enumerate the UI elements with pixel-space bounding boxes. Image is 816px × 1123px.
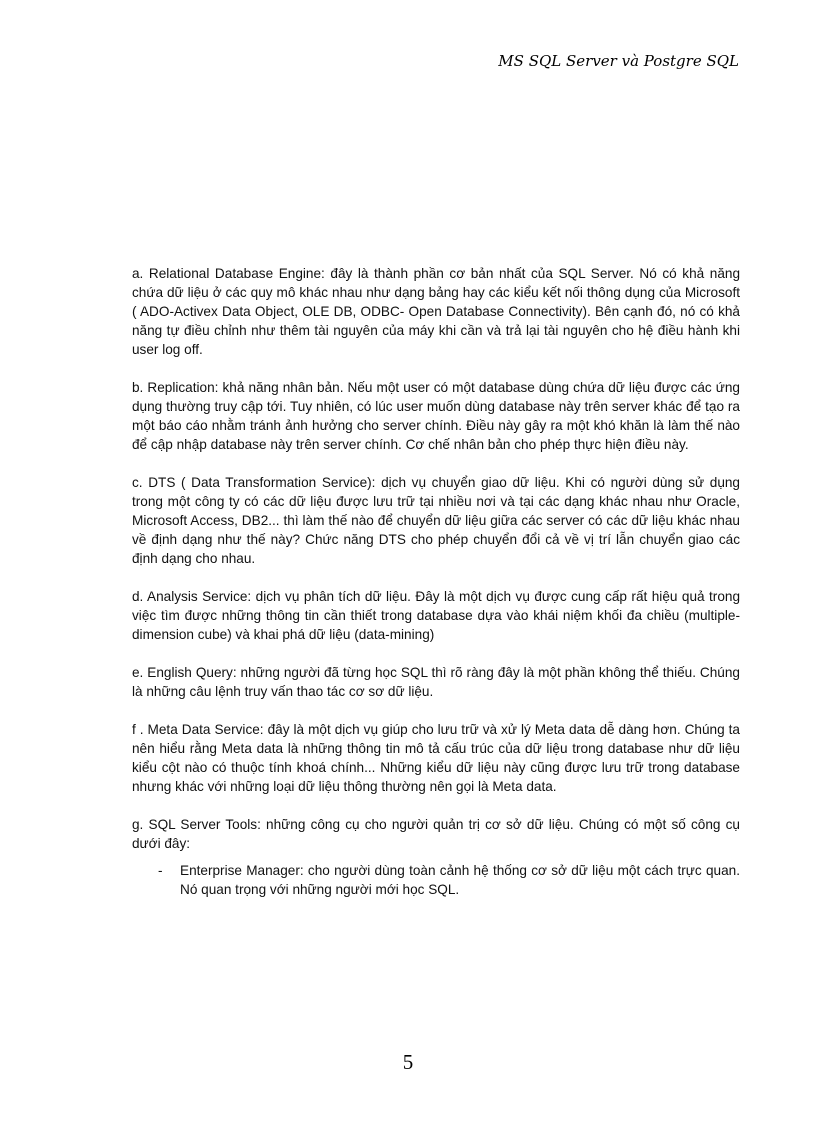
paragraph-meta-data-service: f . Meta Data Service: đây là một dịch vụ giúp cho lưu trữ và xử lý Meta data dễ dàng hơn. Chúng ta nên hiểu rằng Meta data là những thông tin mô tả cấu trúc của dữ liệu trong database như dữ liệu kiểu cột nào có thuộc tính khoá chính... Những kiểu dữ liệu này cũng được lưu trữ trong database nhưng khác với những loại dữ liệu thông thường nên gọi là Meta data.: [132, 722, 740, 794]
page-number: 5: [402, 1050, 414, 1074]
paragraph-dts: c. DTS ( Data Transformation Service): dịch vụ chuyển giao dữ liệu. Khi có người dùng sử dụng trong một công ty có các dữ liệu được lưu trữ tại nhiều nơi và tại các dạng khác nhau như Oracle, Microsoft Access, DB2... thì làm thế nào để chuyển dữ liệu giữa các server có các dữ liệu khác nhau về định dạng như thế này? Chức năng DTS cho phép chuyển đổi cả về vị trí lẫn chuyển giao các định dạng cho nhau.: [132, 475, 740, 566]
list-item: [132, 861, 740, 899]
running-header: MS SQL Server và Postgre SQL: [498, 52, 739, 70]
bullet-marker: -: [158, 863, 163, 878]
bullet-text: Enterprise Manager: cho người dùng toàn cảnh hệ thống cơ sở dữ liệu một cách trực quan. Nó quan trọng với những người mới học SQL.: [180, 863, 740, 897]
paragraph-sql-server-tools: g. SQL Server Tools: những công cụ cho người quản trị cơ sở dữ liệu. Chúng có một số công cụ dưới đây:: [132, 817, 740, 851]
paragraph-relational-engine: a. Relational Database Engine: đây là thành phần cơ bản nhất của SQL Server. Nó có khả năng chứa dữ liệu ở các quy mô khác nhau như dạng bảng hay các kiểu kết nối thông dụng của Microsoft ( ADO-Activex Data Object, OLE DB, ODBC- Open Database Connectivity). Bên cạnh đó, nó có khả năng tự điều chỉnh như thêm tài nguyên của máy khi cần và trả lại tài nguyên cho hệ điều hành khi user log off.: [132, 266, 740, 357]
paragraph-english-query: e. English Query: những người đã từng học SQL thì rõ ràng đây là một phần không thể thiếu. Chúng là những câu lệnh truy vấn thao tác cơ sơ dữ liệu.: [132, 665, 740, 699]
paragraph-analysis-service: d. Analysis Service: dịch vụ phân tích dữ liệu. Đây là một dịch vụ được cung cấp rất hiệu quả trong việc tìm được những thông tin cần thiết trong database dựa vào khái niệm khối đa chiều (multiple-dimension cube) và khai phá dữ liệu (data-mining): [132, 589, 740, 642]
paragraph-replication: b. Replication: khả năng nhân bản. Nếu một user có một database dùng chứa dữ liệu được các ứng dụng thường truy cập tới. Tuy nhiên, có lúc user muốn dùng database này trên server khác để tạo ra một báo cáo nhằm tránh ảnh hưởng cho server chính. Điều này gây ra một khó khăn là làm thế nào để cập nhập database này trên server chính. Cơ chế nhân bản cho phép thực hiện điều này.: [132, 380, 740, 452]
body-text: [132, 264, 740, 899]
